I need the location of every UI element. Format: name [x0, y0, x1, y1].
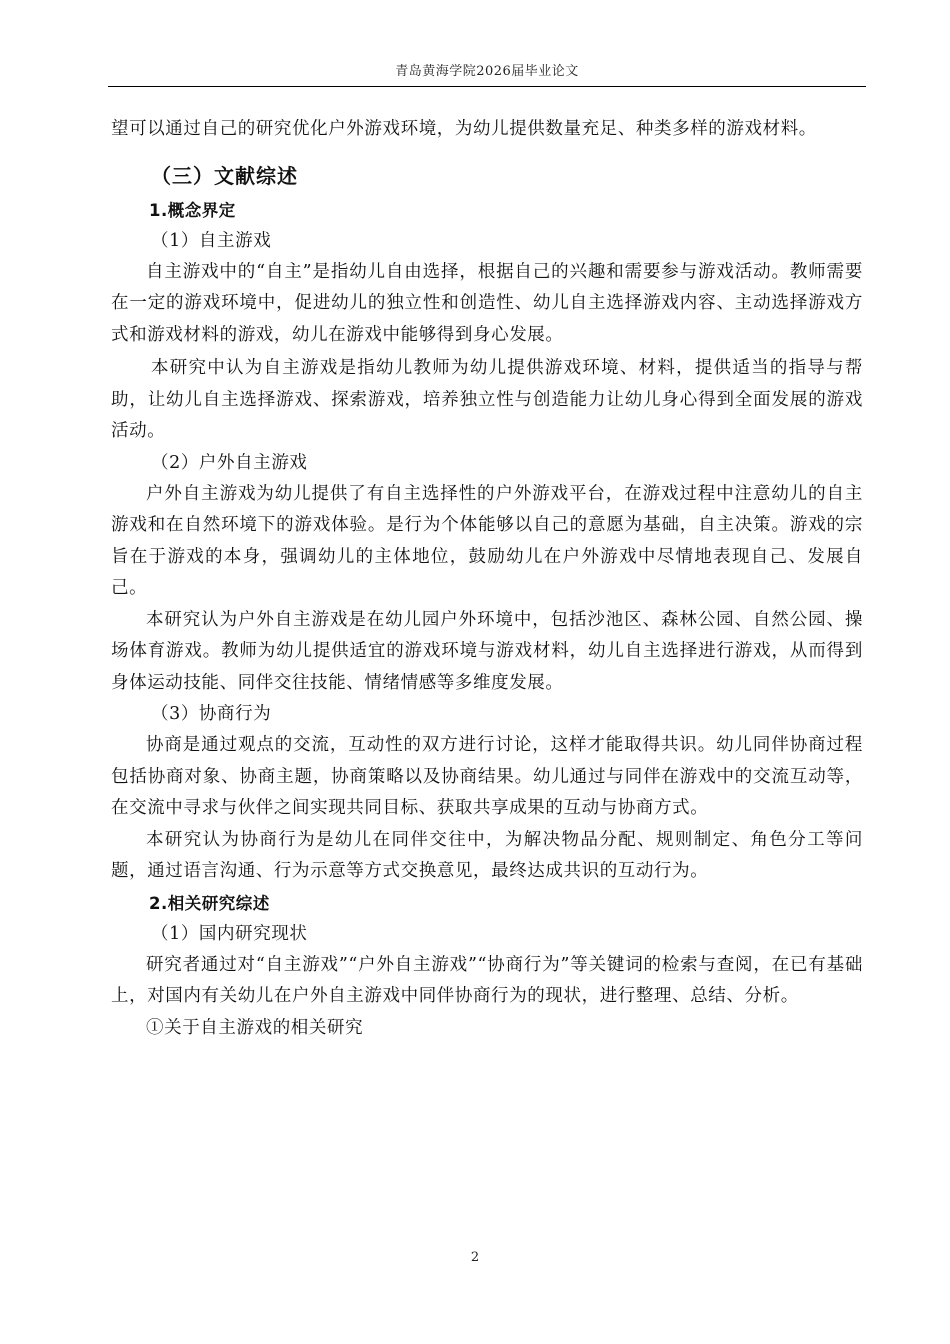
body-content [111, 114, 863, 1044]
item-heading-outdoor-autonomous-play: （2）户外自主游戏 [151, 452, 308, 473]
paragraph-negotiation-study-view: 本研究认为协商行为是幼儿在同伴交往中，为解决物品分配、规则制定、角色分工等问题，通过语言沟通、行为示意等方式交换意见，最终达成共识的互动行为。 [111, 829, 863, 881]
item-heading-domestic-research: （1）国内研究现状 [151, 923, 308, 944]
item-heading-autonomous-play: （1）自主游戏 [151, 230, 272, 251]
paragraph-autonomous-play-study-view: 本研究中认为自主游戏是指幼儿教师为幼儿提供游戏环境、材料，提供适当的指导与帮助，让幼儿自主选择游戏、探索游戏，培养独立性与创造能力让幼儿身心得到全面发展的游戏活动。 [111, 358, 863, 441]
item-heading-negotiation-behavior: （3）协商行为 [151, 704, 272, 724]
paragraph-autonomous-play-definition: 自主游戏中的“自主”是指幼儿自由选择，根据自己的兴趣和需要参与游戏活动。教师需要在一定的游戏环境中，促进幼儿的独立性和创造性、幼儿自主选择游戏内容、主动选择游戏方式和游戏材料的游戏，幼儿在游戏中能够得到身心发展。 [111, 261, 863, 345]
subsection-heading-concepts: 1.概念界定 [149, 200, 236, 220]
paragraph-outdoor-play-definition: 户外自主游戏为幼儿提供了有自主选择性的户外游戏平台，在游戏过程中注意幼儿的自主游戏和在自然环境下的游戏体验。是行为个体能够以自己的意愿为基础，自主决策。游戏的宗旨在于游戏的本身，强调幼儿的主体地位，鼓励幼儿在户外游戏中尽情地表现自己、发展自己。 [111, 483, 863, 598]
paragraph-domestic-research: 研究者通过对“自主游戏”“户外自主游戏”“协商行为”等关键词的检索与查阅，在已有基础上，对国内有关幼儿在户外自主游戏中同伴协商行为的现状，进行整理、总结、分析。 [111, 954, 863, 1006]
subsection-heading-literature-review: 2.相关研究综述 [149, 893, 270, 913]
sub-item-heading-autonomous-play-research: ①关于自主游戏的相关研究 [146, 1017, 364, 1038]
page-number: 2 [470, 1250, 480, 1265]
paragraph-outdoor-play-study-view: 本研究认为户外自主游戏是在幼儿园户外环境中，包括沙池区、森林公园、自然公园、操场体育游戏。教师为幼儿提供适宜的游戏环境与游戏材料，幼儿自主选择进行游戏，从而得到身体运动技能、同伴交往技能、情绪情感等多维度发展。 [111, 609, 863, 693]
running-header: 青岛黄海学院2026届毕业论文 [395, 64, 579, 79]
continuation-paragraph: 望可以通过自己的研究优化户外游戏环境，为幼儿提供数量充足、种类多样的游戏材料。 [111, 119, 817, 139]
header-rule [108, 86, 866, 87]
section-heading: （三）文献综述 [151, 163, 298, 188]
paragraph-negotiation-definition: 协商是通过观点的交流，互动性的双方进行讨论，这样才能取得共识。幼儿同伴协商过程包括协商对象、协商主题，协商策略以及协商结果。幼儿通过与同伴在游戏中的交流互动等，在交流中寻求与伙伴之间实现共同目标、获取共享成果的互动与协商方式。 [111, 735, 863, 818]
